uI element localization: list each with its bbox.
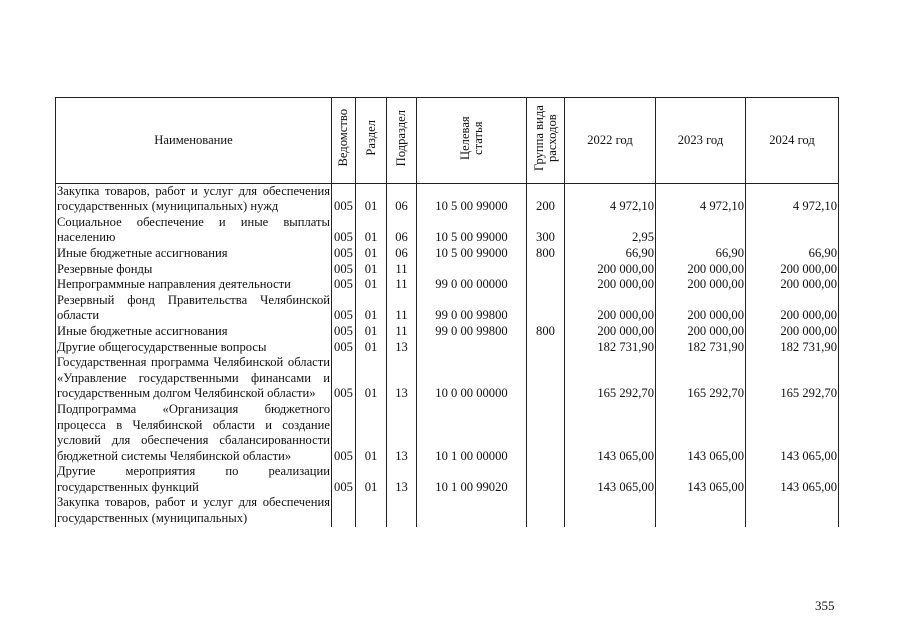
row-podrazdel: 13 xyxy=(387,340,417,356)
row-value-2023: 143 065,00 xyxy=(656,464,746,495)
row-razdel: 01 xyxy=(356,324,387,340)
row-vedomstvo: 005 xyxy=(332,215,356,246)
row-vedomstvo: 005 xyxy=(332,464,356,495)
row-value-2024: 200 000,00 xyxy=(746,277,839,293)
row-razdel: 01 xyxy=(356,277,387,293)
row-gruppa xyxy=(527,262,565,278)
row-podrazdel: 11 xyxy=(387,262,417,278)
row-name: Закупка товаров, работ и услуг для обеспечения государственных (муниципальных) нужд xyxy=(57,183,330,214)
row-gruppa: 800 xyxy=(527,246,565,262)
row-razdel: 01 xyxy=(356,355,387,402)
row-value-2022: 200 000,00 xyxy=(565,277,656,293)
table-row xyxy=(56,246,839,262)
table-row xyxy=(56,262,839,278)
row-value-2023 xyxy=(656,215,746,246)
row-podrazdel: 11 xyxy=(387,277,417,293)
row-gruppa xyxy=(527,293,565,324)
row-gruppa xyxy=(527,355,565,402)
row-vedomstvo: 005 xyxy=(332,246,356,262)
row-value-2024: 200 000,00 xyxy=(746,293,839,324)
row-value-2023: 200 000,00 xyxy=(656,293,746,324)
row-celevaya xyxy=(417,262,527,278)
row-name: Иные бюджетные ассигнования xyxy=(56,324,332,340)
table-row xyxy=(56,464,839,495)
row-podrazdel: 06 xyxy=(387,183,417,215)
table-row xyxy=(56,183,839,215)
row-value-2023: 143 065,00 xyxy=(656,402,746,464)
row-celevaya: 10 1 00 99020 xyxy=(417,464,527,495)
row-value-2022: 182 731,90 xyxy=(565,340,656,356)
row-value-2024: 143 065,00 xyxy=(746,464,839,495)
row-celevaya: 10 0 00 00000 xyxy=(417,355,527,402)
row-value-2024: 4 972,10 xyxy=(746,183,839,215)
row-value-2022: 143 065,00 xyxy=(565,402,656,464)
row-value-2023 xyxy=(656,495,746,526)
row-value-2022: 143 065,00 xyxy=(565,464,656,495)
row-razdel: 01 xyxy=(356,246,387,262)
table-body xyxy=(56,183,839,527)
budget-table xyxy=(55,97,839,527)
row-celevaya xyxy=(417,340,527,356)
row-gruppa xyxy=(527,402,565,464)
row-gruppa: 200 xyxy=(527,183,565,215)
table-row xyxy=(56,293,839,324)
header-2023: 2023 год xyxy=(656,98,746,184)
row-value-2023: 4 972,10 xyxy=(656,183,746,215)
table-row xyxy=(56,340,839,356)
row-vedomstvo: 005 xyxy=(332,183,356,215)
row-value-2022: 200 000,00 xyxy=(565,324,656,340)
row-value-2024 xyxy=(746,495,839,526)
row-name: Резервные фонды xyxy=(56,262,332,278)
row-value-2022: 165 292,70 xyxy=(565,355,656,402)
table-header-row xyxy=(56,98,839,184)
row-celevaya: 99 0 00 99800 xyxy=(417,324,527,340)
header-2024: 2024 год xyxy=(746,98,839,184)
row-value-2022 xyxy=(565,495,656,526)
row-podrazdel xyxy=(387,495,417,526)
row-value-2024 xyxy=(746,215,839,246)
row-razdel: 01 xyxy=(356,340,387,356)
row-razdel xyxy=(356,495,387,526)
row-gruppa xyxy=(527,277,565,293)
row-razdel: 01 xyxy=(356,215,387,246)
row-vedomstvo: 005 xyxy=(332,402,356,464)
row-value-2023: 182 731,90 xyxy=(656,340,746,356)
row-name: Социальное обеспечение и иные выплаты населению xyxy=(57,214,330,245)
row-value-2022: 66,90 xyxy=(565,246,656,262)
row-podrazdel: 13 xyxy=(387,355,417,402)
row-razdel: 01 xyxy=(356,262,387,278)
row-name: Государственная программа Челябинской области «Управление государственными финансами и государственным долгом Челябинской области» xyxy=(57,355,330,401)
row-vedomstvo: 005 xyxy=(332,340,356,356)
row-value-2022: 2,95 xyxy=(565,215,656,246)
header-celevaya: Целевая статья xyxy=(457,116,485,160)
table-row xyxy=(56,324,839,340)
row-razdel: 01 xyxy=(356,293,387,324)
row-podrazdel: 13 xyxy=(387,464,417,495)
table-row xyxy=(56,277,839,293)
row-value-2023: 66,90 xyxy=(656,246,746,262)
row-vedomstvo: 005 xyxy=(332,324,356,340)
row-vedomstvo: 005 xyxy=(332,262,356,278)
row-name: Другие мероприятия по реализации государственных функций xyxy=(57,464,330,494)
row-value-2024: 200 000,00 xyxy=(746,324,839,340)
header-gruppa: Группа вида расходов xyxy=(531,105,559,171)
row-razdel: 01 xyxy=(356,183,387,215)
row-value-2024: 182 731,90 xyxy=(746,340,839,356)
row-razdel: 01 xyxy=(356,464,387,495)
row-value-2024: 66,90 xyxy=(746,246,839,262)
row-celevaya: 10 5 00 99000 xyxy=(417,215,527,246)
row-value-2024: 165 292,70 xyxy=(746,355,839,402)
row-vedomstvo: 005 xyxy=(332,293,356,324)
row-gruppa: 800 xyxy=(527,324,565,340)
header-podrazdel: Подраздел xyxy=(394,109,408,167)
row-name: Непрограммные направления деятельности xyxy=(56,277,332,293)
row-vedomstvo xyxy=(332,495,356,526)
table-row xyxy=(56,215,839,246)
row-value-2023: 165 292,70 xyxy=(656,355,746,402)
row-celevaya: 99 0 00 99800 xyxy=(417,293,527,324)
row-podrazdel: 13 xyxy=(387,402,417,464)
row-name: Другие общегосударственные вопросы xyxy=(56,340,332,356)
row-name: Подпрограмма «Организация бюджетного процесса в Челябинской области и создание условий для обеспечения сбалансированности бюджетной системы Челябинской области» xyxy=(57,401,330,463)
table-row xyxy=(56,355,839,402)
row-gruppa xyxy=(527,495,565,526)
row-name: Иные бюджетные ассигнования xyxy=(56,246,332,262)
row-value-2022: 200 000,00 xyxy=(565,262,656,278)
row-value-2024: 143 065,00 xyxy=(746,402,839,464)
row-celevaya: 10 5 00 99000 xyxy=(417,183,527,215)
header-name: Наименование xyxy=(56,98,332,184)
row-value-2023: 200 000,00 xyxy=(656,277,746,293)
row-celevaya: 10 1 00 00000 xyxy=(417,402,527,464)
row-vedomstvo: 005 xyxy=(332,277,356,293)
row-gruppa xyxy=(527,340,565,356)
row-podrazdel: 06 xyxy=(387,215,417,246)
header-razdel: Раздел xyxy=(363,120,378,156)
row-value-2022: 4 972,10 xyxy=(565,183,656,215)
table-row xyxy=(56,402,839,464)
row-name: Резервный фонд Правительства Челябинской области xyxy=(57,292,330,323)
row-value-2023: 200 000,00 xyxy=(656,324,746,340)
row-name: Закупка товаров, работ и услуг для обеспечения государственных (муниципальных) xyxy=(57,495,330,526)
row-value-2024: 200 000,00 xyxy=(746,262,839,278)
page-number: 355 xyxy=(815,598,835,613)
row-value-2023: 200 000,00 xyxy=(656,262,746,278)
row-celevaya xyxy=(417,495,527,526)
row-gruppa xyxy=(527,464,565,495)
row-podrazdel: 11 xyxy=(387,324,417,340)
row-value-2022: 200 000,00 xyxy=(565,293,656,324)
header-vedomstvo: Ведомство xyxy=(336,109,350,167)
row-podrazdel: 11 xyxy=(387,293,417,324)
header-2022: 2022 год xyxy=(565,98,656,184)
row-gruppa: 300 xyxy=(527,215,565,246)
row-podrazdel: 06 xyxy=(387,246,417,262)
row-razdel: 01 xyxy=(356,402,387,464)
row-celevaya: 99 0 00 00000 xyxy=(417,277,527,293)
table-row xyxy=(56,495,839,526)
row-celevaya: 10 5 00 99000 xyxy=(417,246,527,262)
row-vedomstvo: 005 xyxy=(332,355,356,402)
